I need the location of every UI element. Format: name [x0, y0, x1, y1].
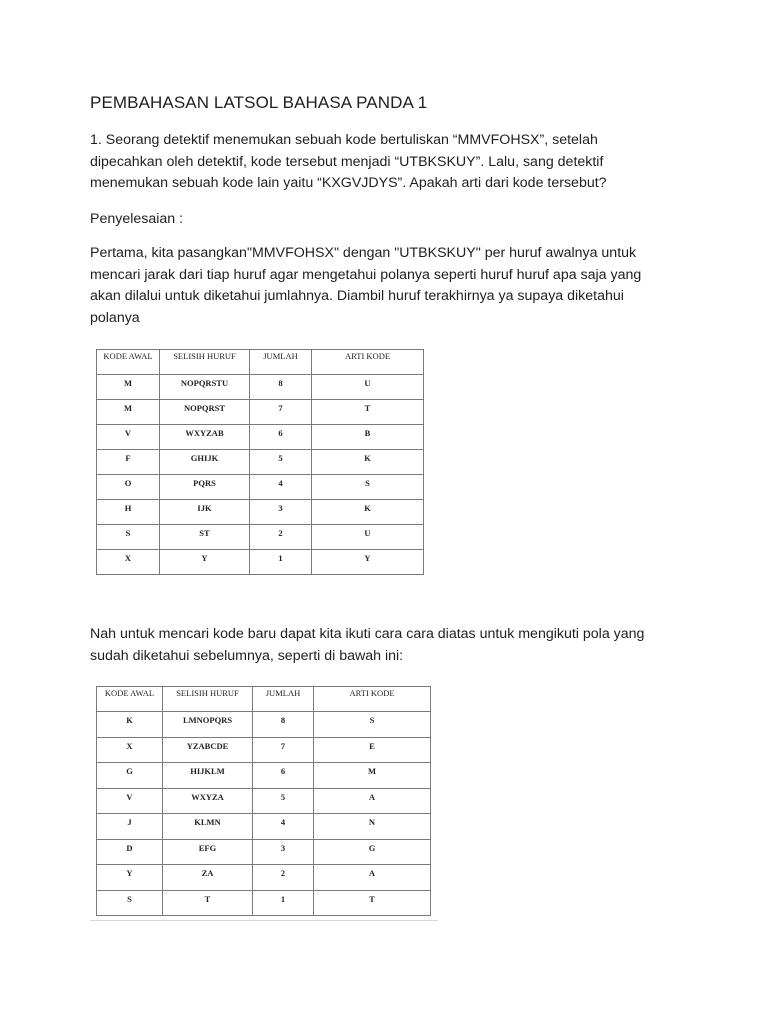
- cell-jumlah: 8: [250, 375, 312, 400]
- cell-kode-awal: M: [97, 375, 160, 400]
- followup-paragraph: Nah untuk mencari kode baru dapat kita ikuti cara cara diatas untuk mengikuti pola yang sudah diketahui sebelumnya, seperti di bawah ini:: [90, 626, 645, 664]
- header-jumlah: JUMLAH: [250, 350, 312, 375]
- cell-kode-awal: X: [97, 737, 163, 763]
- cell-jumlah: 4: [250, 475, 312, 500]
- cell-jumlah: 7: [253, 737, 314, 763]
- table-row: [97, 550, 424, 575]
- cell-arti-kode: G: [314, 839, 431, 865]
- cell-kode-awal: H: [97, 500, 160, 525]
- cell-jumlah: 6: [250, 425, 312, 450]
- cell-jumlah: 6: [253, 763, 314, 789]
- document-title: PEMBAHASAN LATSOL BAHASA PANDA 1: [90, 93, 428, 112]
- table-row: [97, 450, 424, 475]
- cell-kode-awal: V: [97, 788, 163, 814]
- cell-kode-awal: S: [97, 890, 163, 916]
- cell-selisih-huruf: NOPQRSTU: [160, 375, 250, 400]
- cell-jumlah: 7: [250, 400, 312, 425]
- cell-jumlah: 5: [250, 450, 312, 475]
- cell-selisih-huruf: LMNOPQRS: [163, 712, 253, 738]
- cell-kode-awal: D: [97, 839, 163, 865]
- table-row: [97, 425, 424, 450]
- cell-arti-kode: B: [312, 425, 424, 450]
- table-row: [97, 737, 431, 763]
- cell-selisih-huruf: Y: [160, 550, 250, 575]
- cell-selisih-huruf: KLMN: [163, 814, 253, 840]
- cell-jumlah: 4: [253, 814, 314, 840]
- table-row: [97, 500, 424, 525]
- table-row: [97, 375, 424, 400]
- cell-selisih-huruf: ZA: [163, 865, 253, 891]
- cell-selisih-huruf: GHIJK: [160, 450, 250, 475]
- cell-arti-kode: U: [312, 375, 424, 400]
- cell-kode-awal: V: [97, 425, 160, 450]
- cell-jumlah: 8: [253, 712, 314, 738]
- cell-kode-awal: X: [97, 550, 160, 575]
- cell-selisih-huruf: ST: [160, 525, 250, 550]
- header-selisih-huruf: SELISIH HURUF: [160, 350, 250, 375]
- cell-arti-kode: M: [314, 763, 431, 789]
- cell-arti-kode: E: [314, 737, 431, 763]
- decode-table-2: [96, 686, 431, 916]
- cell-arti-kode: K: [312, 450, 424, 475]
- table-row: [97, 839, 431, 865]
- cell-kode-awal: K: [97, 712, 163, 738]
- cell-arti-kode: T: [312, 400, 424, 425]
- cell-jumlah: 5: [253, 788, 314, 814]
- cell-selisih-huruf: EFG: [163, 839, 253, 865]
- header-kode-awal: KODE AWAL: [97, 350, 160, 375]
- table-row: [97, 763, 431, 789]
- table-row: [97, 890, 431, 916]
- cell-jumlah: 2: [253, 865, 314, 891]
- cell-arti-kode: T: [314, 890, 431, 916]
- header-arti-kode: ARTI KODE: [312, 350, 424, 375]
- cell-kode-awal: F: [97, 450, 160, 475]
- table-row: [97, 712, 431, 738]
- cell-selisih-huruf: YZABCDE: [163, 737, 253, 763]
- cell-kode-awal: J: [97, 814, 163, 840]
- header-kode-awal: KODE AWAL: [97, 687, 163, 712]
- cell-arti-kode: S: [314, 712, 431, 738]
- table-row: [97, 865, 431, 891]
- bottom-divider: [90, 920, 438, 921]
- cell-arti-kode: Y: [312, 550, 424, 575]
- cell-selisih-huruf: WXYZA: [163, 788, 253, 814]
- table-row: [97, 400, 424, 425]
- cell-kode-awal: Y: [97, 865, 163, 891]
- table-body: [97, 712, 431, 916]
- cell-arti-kode: N: [314, 814, 431, 840]
- cell-jumlah: 1: [250, 550, 312, 575]
- explanation-paragraph: Pertama, kita pasangkan"MMVFOHSX" dengan "UTBKSKUY" per huruf awalnya untuk mencari jarak dari tiap huruf agar mengetahui polanya seperti huruf huruf apa saja yang akan dilalui untuk diketahui jumlahnya. Diambil huruf terakhirnya ya supaya diketahui polanya: [90, 245, 642, 326]
- header-selisih-huruf: SELISIH HURUF: [163, 687, 253, 712]
- cell-selisih-huruf: IJK: [160, 500, 250, 525]
- table-row: [97, 525, 424, 550]
- decode-table-1: [96, 349, 424, 575]
- cell-jumlah: 2: [250, 525, 312, 550]
- table-row: [97, 788, 431, 814]
- table-row: [97, 475, 424, 500]
- cell-selisih-huruf: T: [163, 890, 253, 916]
- cell-jumlah: 3: [253, 839, 314, 865]
- cell-arti-kode: A: [314, 865, 431, 891]
- cell-kode-awal: G: [97, 763, 163, 789]
- cell-selisih-huruf: WXYZAB: [160, 425, 250, 450]
- cell-arti-kode: S: [312, 475, 424, 500]
- solution-heading: Penyelesaian :: [90, 211, 184, 227]
- table-header-row: [97, 687, 431, 712]
- cell-selisih-huruf: NOPQRST: [160, 400, 250, 425]
- cell-kode-awal: O: [97, 475, 160, 500]
- header-arti-kode: ARTI KODE: [314, 687, 431, 712]
- cell-arti-kode: U: [312, 525, 424, 550]
- cell-arti-kode: K: [312, 500, 424, 525]
- cell-selisih-huruf: PQRS: [160, 475, 250, 500]
- cell-kode-awal: M: [97, 400, 160, 425]
- table-row: [97, 814, 431, 840]
- question-paragraph: 1. Seorang detektif menemukan sebuah kode bertuliskan “MMVFOHSX”, setelah dipecahkan oleh detektif, kode tersebut menjadi “UTBKSKUY”. Lalu, sang detektif menemukan sebuah kode lain yaitu “KXGVJDYS”. Apakah arti dari kode tersebut?: [90, 132, 607, 191]
- cell-jumlah: 3: [250, 500, 312, 525]
- cell-selisih-huruf: HIJKLM: [163, 763, 253, 789]
- header-jumlah: JUMLAH: [253, 687, 314, 712]
- cell-jumlah: 1: [253, 890, 314, 916]
- cell-kode-awal: S: [97, 525, 160, 550]
- table-header-row: [97, 350, 424, 375]
- table-body: [97, 375, 424, 575]
- cell-arti-kode: A: [314, 788, 431, 814]
